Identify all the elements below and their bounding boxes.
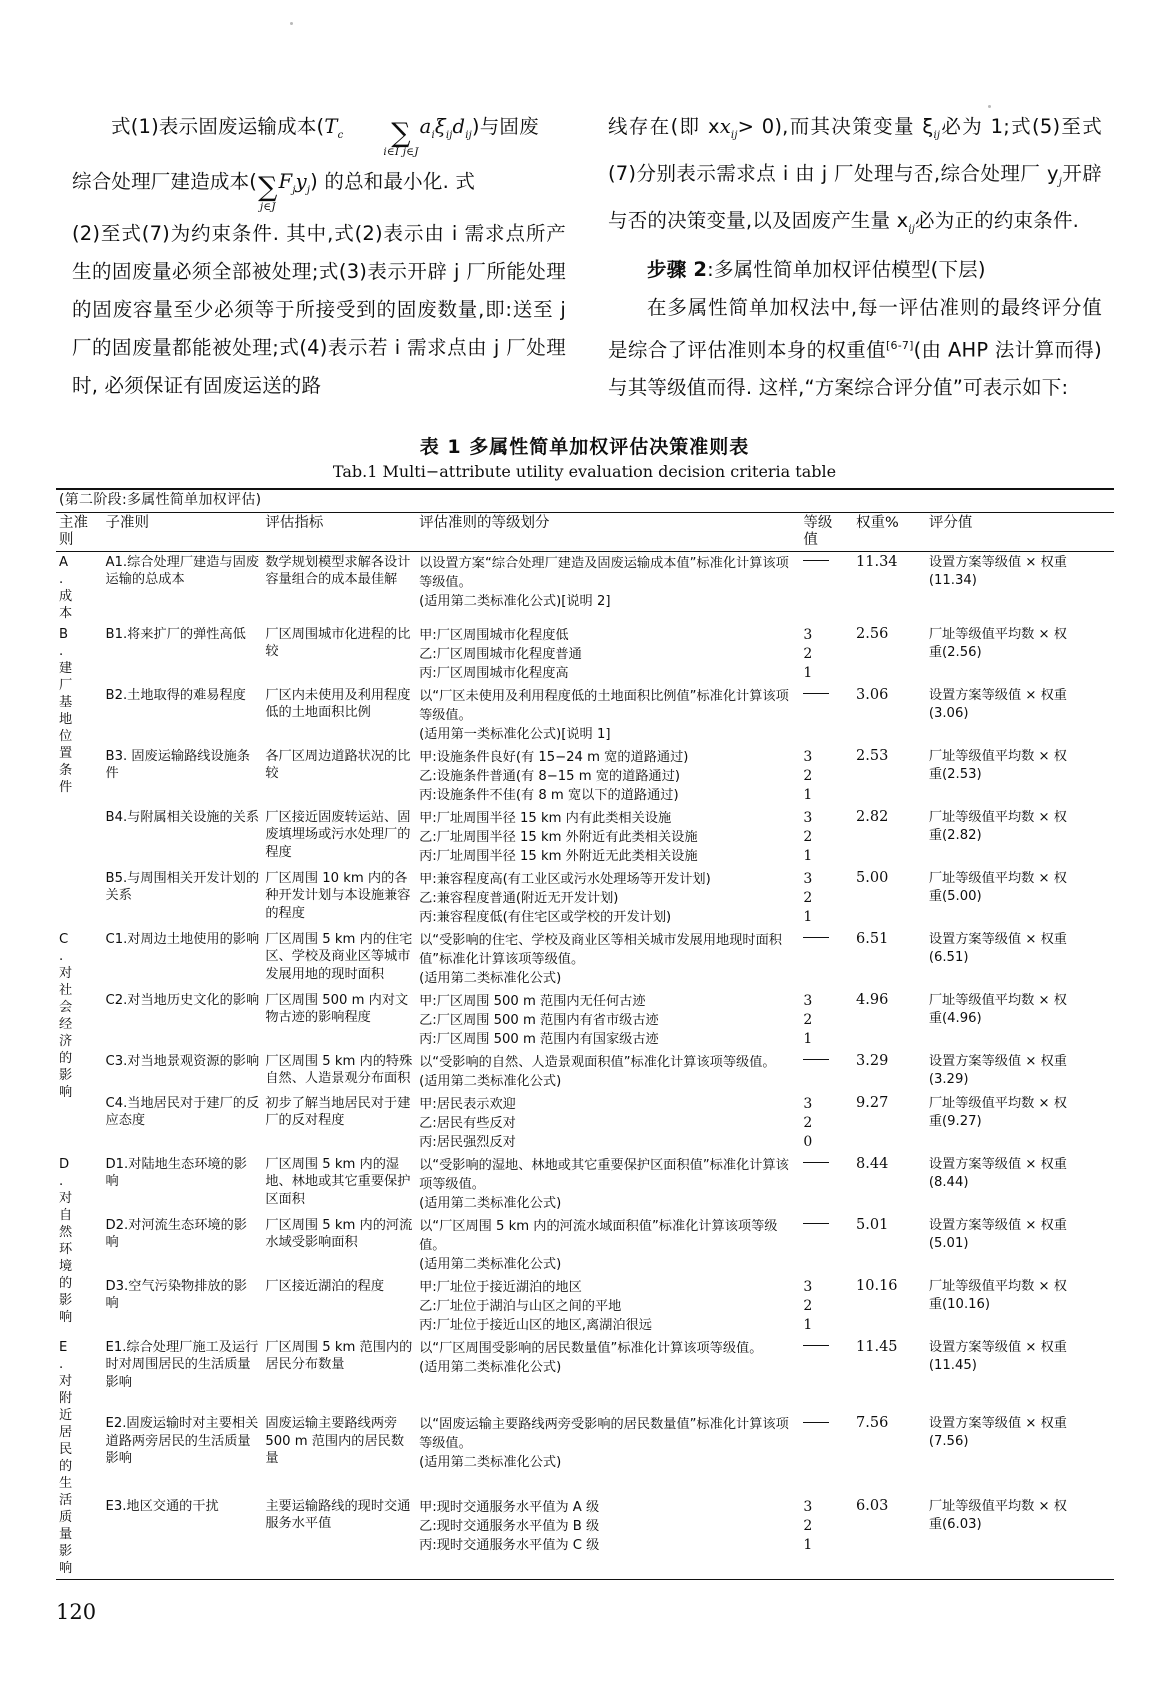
score-cell: 厂址等级值平均数 × 权 重(2.82) (928, 809, 1067, 843)
symbol-d-ij: $d_{ij}$ (452, 115, 472, 141)
symbol-y-j-2: j (1058, 176, 1063, 188)
table-row (56, 1051, 1114, 1093)
score-cell: 设置方案等级值 × 权重 (11.45) (928, 1339, 1067, 1373)
sigma-glyph: ∑ (391, 117, 411, 149)
sub-criteria-cell: C4.当地居民对于建厂的反应态度 (105, 1095, 260, 1128)
constraint-mid-3: 开辟与否的决策变量,以及固废产生量 x (608, 161, 1102, 232)
score-cell: 设置方案等级值 × 权重 (6.51) (928, 931, 1067, 965)
grade-value-cell (800, 1154, 853, 1215)
eval-index-cell: 厂区周围 5 km 内的河流水域受影响面积 (265, 1217, 413, 1250)
table-row (56, 1337, 1114, 1414)
eval-index-cell: 厂区周围 10 km 内的各种开发计划与本设施兼容的程度 (265, 870, 411, 921)
grade-value-cell: 3 2 1 (803, 870, 813, 925)
grade-value-cell (800, 929, 853, 990)
grade-division-cell: 以“受影响的湿地、林地或其它重要保护区面积值”标准化计算该项等级值。 (适用第二类标准化公式) (419, 1157, 789, 1211)
grade-division-cell: 以“固废运输主要路线两旁受影响的居民数量值”标准化计算该项等级值。 (适用第二类标准化公式) (419, 1417, 789, 1471)
score-cell: 设置方案等级值 × 权重 (3.29) (928, 1053, 1067, 1087)
weight-cell: 8.44 (856, 1155, 889, 1172)
grade-division-cell: 以“厂区周围 5 km 内的河流水域面积值”标准化计算该项等级值。 (适用第二类标准化公式) (419, 1218, 778, 1272)
weight-cell: 4.96 (856, 991, 889, 1008)
table-row (56, 685, 1114, 746)
score-cell: 设置方案等级值 × 权重 (5.01) (928, 1217, 1067, 1251)
criteria-table-body (56, 489, 1114, 1579)
eval-index-cell: 厂区周围 5 km 范围内的居民分布数量 (265, 1339, 413, 1372)
main-criteria-cell: E . 对 附 近 居 民 的 生 活 质 量 影 响 (59, 1339, 73, 1576)
grade-division-cell: 甲:居民表示欢迎 乙:居民有些反对 丙:居民强烈反对 (419, 1096, 516, 1150)
weight-cell: 5.01 (856, 1216, 889, 1233)
table-row (56, 1154, 1114, 1215)
paragraph-step-2-heading (608, 251, 1102, 289)
eval-index-cell: 厂区周围 5 km 内的住宅区、学校及商业区等城市发展用地的现时面积 (265, 931, 413, 982)
sub-criteria-cell: C2.对当地历史文化的影响 (105, 992, 260, 1008)
symbol-a-ij: $a_i$ (419, 115, 435, 141)
symbol-y-j: $y_j$ (295, 169, 311, 196)
main-criteria-cell: D . 对 自 然 环 境 的 影 响 (59, 1156, 73, 1325)
weight-cell: 6.03 (856, 1497, 889, 1514)
score-cell: 设置方案等级值 × 权重 (8.44) (928, 1156, 1067, 1190)
grade-value-cell (800, 685, 853, 746)
weight-cell: 2.82 (856, 808, 889, 825)
grade-value-cell (800, 1215, 853, 1276)
no-grade-dash (803, 1422, 829, 1423)
table-stage-header: (第二阶段:多属性简单加权评估) (59, 492, 262, 508)
grade-division-cell: 甲:厂区周围城市化程度低 乙:厂区周围城市化程度普通 丙:厂区周围城市化程度高 (419, 627, 582, 681)
grade-division-cell: 以设置方案“综合处理厂建造及固废运输成本值”标准化计算该项等级值。 (适用第二类标准化公式)[说明 2] (419, 555, 789, 609)
paragraph-formula-2 (72, 163, 566, 214)
table-caption-english: Tab.1 Multi−attribute utility evaluation decision criteria table (332, 462, 837, 481)
paragraph-maut-explanation (608, 289, 1102, 408)
constraint-mid-1: > 0),而其决策变量 ξ (737, 115, 934, 138)
sub-criteria-cell: B4.与附属相关设施的关系 (105, 809, 260, 825)
criteria-table-container (56, 488, 1114, 1580)
table-row (56, 624, 1114, 685)
grade-division-cell: 甲:厂址位于接近湖泊的地区 乙:厂址位于湖泊与山区之间的平地 丙:厂址位于接近山区的地区,离湖泊很远 (419, 1279, 652, 1333)
table-row (56, 551, 1114, 624)
constraint-lead: 线存在(即 x (608, 115, 720, 138)
eval-index-cell: 厂区内未使用及利用程度低的土地面积比例 (265, 687, 411, 720)
reference-marker: [6-7] (886, 338, 914, 352)
table-row (56, 990, 1114, 1051)
grade-value-cell: 3 2 1 (803, 1498, 813, 1553)
table-header-row (56, 512, 1114, 551)
table-row (56, 1276, 1114, 1337)
grade-division-cell: 甲:厂区周围 500 m 范围内无任何古迹 乙:厂区周围 500 m 范围内有省市级古迹 丙:厂区周围 500 m 范围内有国家级古迹 (419, 993, 659, 1047)
right-column (608, 108, 1102, 407)
grade-value-cell (800, 1337, 853, 1414)
score-cell: 厂址等级值平均数 × 权 重(9.27) (928, 1095, 1067, 1129)
grade-value-cell (800, 1413, 853, 1496)
sub-criteria-cell: B5.与周围相关开发计划的关系 (105, 870, 260, 903)
score-cell: 厂址等级值平均数 × 权 重(10.16) (928, 1278, 1067, 1312)
table-row (56, 807, 1114, 868)
grade-value-cell: 3 2 1 (803, 809, 813, 864)
no-grade-dash (803, 1162, 829, 1163)
weight-cell: 11.45 (856, 1338, 898, 1355)
grade-value-cell: 3 2 1 (803, 1278, 813, 1333)
sigma-glyph: ∑ (258, 172, 278, 204)
sub-criteria-cell: D3.空气污染物排放的影响 (105, 1278, 247, 1311)
header-eval-index: 评估指标 (265, 514, 324, 531)
grade-value-cell (800, 551, 853, 624)
score-cell: 设置方案等级值 × 权重 (3.06) (928, 687, 1067, 721)
sub-criteria-cell: C1.对周边土地使用的影响 (105, 931, 260, 947)
summation-2 (258, 172, 278, 213)
eval-index-cell: 数学规划模型求解各设计容量组合的成本最佳解 (265, 554, 411, 587)
sub-criteria-cell: D1.对陆地生态环境的影响 (105, 1156, 247, 1189)
eval-index-cell: 厂区周围城市化进程的比较 (265, 626, 411, 659)
grade-division-cell: 以“受影响的自然、人造景观面积值”标准化计算该项等级值。 (适用第二类标准化公式) (419, 1054, 776, 1089)
symbol-a: a (419, 115, 432, 138)
table-row (56, 746, 1114, 807)
sub-criteria-cell: E3.地区交通的干扰 (105, 1498, 219, 1514)
weight-cell: 3.06 (856, 686, 889, 703)
left-column (72, 108, 566, 407)
grade-value-cell: 3 2 1 (803, 626, 813, 681)
weight-cell: 9.27 (856, 1094, 889, 1111)
eval-index-cell: 厂区周围 5 km 内的湿地、林地或其它重要保护区面积 (265, 1156, 411, 1207)
sub-criteria-cell: B1.将来扩厂的弹性高低 (105, 626, 246, 642)
weight-cell: 2.53 (856, 747, 889, 764)
grade-value-cell: 3 2 1 (803, 992, 813, 1047)
formula-2-lead: 综合处理厂建造成本( (72, 169, 258, 193)
table-row (56, 1413, 1114, 1496)
maut-text-tail: (由 AHP 法计算而得) 与其等级值而得. 这样,“方案综合评分值”可表示如下: (608, 338, 1102, 400)
step-2-title: :多属性简单加权评估模型(下层) (707, 257, 986, 281)
main-criteria-cell: B . 建 厂 基 地 位 置 条 件 (59, 626, 73, 795)
step-2-label: 步骤 2 (647, 257, 708, 281)
summation-1 (344, 117, 419, 159)
grade-division-cell: 甲:现时交通服务水平值为 A 级 乙:现时交通服务水平值为 B 级 丙:现时交通服务水平值为 C 级 (419, 1499, 600, 1553)
table-row (56, 868, 1114, 929)
no-grade-dash (803, 937, 829, 938)
score-cell: 厂址等级值平均数 × 权 重(4.96) (928, 992, 1067, 1026)
table-row (56, 929, 1114, 990)
score-cell: 厂址等级值平均数 × 权 重(5.00) (928, 870, 1067, 904)
body-columns (72, 108, 1102, 407)
eval-index-cell: 厂区周围 500 m 内对文物古迹的影响程度 (265, 992, 409, 1025)
table-row (56, 1215, 1114, 1276)
weight-cell: 11.34 (856, 553, 898, 570)
sub-criteria-cell: E1.综合处理厂施工及运行时对周围居民的生活质量影响 (105, 1339, 259, 1390)
grade-value-cell (800, 1051, 853, 1093)
eval-index-cell: 各厂区周边道路状况的比较 (265, 748, 411, 781)
paragraph-formula-1 (72, 108, 566, 159)
no-grade-dash (803, 560, 829, 561)
table-row (56, 1093, 1114, 1154)
formula-2-tail: ) 的总和最小化. 式 (310, 169, 476, 193)
formula-1-tail: )与固废 (471, 115, 539, 138)
no-grade-dash (803, 1059, 829, 1060)
main-criteria-cell: A . 成 本 (59, 554, 73, 621)
symbol-xi-ij-2: ij (933, 129, 941, 141)
constraint-tail: 必为正的约束条件. (915, 208, 1080, 232)
sub-criteria-cell: D2.对河流生态环境的影响 (105, 1217, 247, 1250)
header-grade-division: 评估准则的等级划分 (419, 514, 550, 531)
paragraph-constraints: (2)至式(7)为约束条件. 其中,式(2)表示由 i 需求点所产生的固废量必须全部被处理;式(3)表示开辟 j 厂所能处理的固废容量至少必须等于所接受到的固废数量,即:送至 j 厂的固废量都能被处理;式(4)表示若 i 需求点由 j 厂处理时, 必须保证有固废运送的路 (72, 222, 566, 398)
symbol-x-ij: $x_{ij}$ (719, 115, 738, 141)
summation-2-subscript: j∈J (259, 200, 276, 213)
eval-index-cell: 厂区接近湖泊的程度 (265, 1278, 385, 1294)
eval-index-cell: 初步了解当地居民对于建厂的反对程度 (265, 1095, 411, 1128)
table-stage-header-row (56, 489, 1114, 512)
symbol-xi-ij: $\xi_{ij}$ (434, 115, 453, 141)
symbol-x-ij-2: ij (908, 223, 916, 235)
grade-value-cell: 3 2 1 (803, 748, 813, 803)
weight-cell: 10.16 (856, 1277, 898, 1294)
grade-division-cell: 以“受影响的住宅、学校及商业区等相关城市发展用地现时面积值”标准化计算该项等级值。 (适用第二类标准化公式) (419, 932, 782, 986)
weight-cell: 5.00 (856, 869, 889, 886)
grade-division-cell: 甲:兼容程度高(有工业区或污水处理场等开发计划) 乙:兼容程度普通(附近无开发计划) 丙:兼容程度低(有住宅区或学校的开发计划) (419, 871, 711, 925)
no-grade-dash (803, 693, 829, 694)
header-score: 评分值 (928, 514, 973, 531)
page-number: 120 (56, 1600, 97, 1624)
symbol-F-j: $F_j$ (278, 169, 296, 196)
main-criteria-cell: C . 对 社 会 经 济 的 影 响 (59, 931, 73, 1100)
grade-division-cell: 以“厂区未使用及利用程度低的土地面积比例值”标准化计算该项等级值。 (适用第一类标准化公式)[说明 1] (419, 688, 789, 742)
grade-division-cell: 甲:设施条件良好(有 15−24 m 宽的道路通过) 乙:设施条件普通(有 8−15 m 宽的道路通过) 丙:设施条件不佳(有 8 m 宽以下的道路通过) (419, 749, 689, 803)
summation-1-subscript: i∈I j∈J (383, 146, 419, 159)
header-main-criteria: 主准 则 (59, 514, 88, 548)
grade-division-cell: 甲:厂址周围半径 15 km 内有此类相关设施 乙:厂址周围半径 15 km 外附近有此类相关设施 丙:厂址周围半径 15 km 外附近无此类相关设施 (419, 810, 698, 864)
scan-speck (290, 22, 293, 25)
eval-index-cell: 厂区接近固废转运站、固废填埋场或污水处理厂的程度 (265, 809, 411, 860)
symbol-d: d (452, 115, 466, 138)
formula-1-lead: 式(1)表示固废运输成本( (111, 115, 325, 138)
grade-value-cell: 3 2 0 (803, 1095, 813, 1150)
eval-index-cell: 主要运输路线的现时交通服务水平值 (265, 1498, 411, 1532)
sub-criteria-cell: C3.对当地景观资源的影响 (105, 1053, 260, 1069)
sub-criteria-cell: A1.综合处理厂建造与固废运输的总成本 (105, 554, 259, 587)
criteria-table (56, 488, 1114, 1580)
paragraph-constraint-continued (608, 108, 1102, 249)
maut-text-lead: 在多属性简单加权法中,每一评估准则的最终评分值是综合了评估准则本身的权重值 (608, 295, 1102, 362)
header-weight: 权重% (856, 514, 899, 531)
eval-index-cell: 厂区周围 5 km 内的特殊自然、人造景观分布面积 (265, 1053, 413, 1086)
score-cell: 厂址等级值平均数 × 权 重(2.56) (928, 626, 1067, 660)
no-grade-dash (803, 1223, 829, 1224)
symbol-F: F (278, 169, 293, 193)
no-grade-dash (803, 1345, 829, 1346)
symbol-xi: ξ (434, 115, 446, 138)
table-caption-chinese: 表 1 多属性简单加权评估决策准则表 (419, 436, 750, 458)
grade-division-cell: 以“厂区周围受影响的居民数量值”标准化计算该项等级值。 (适用第二类标准化公式) (419, 1340, 763, 1375)
sub-criteria-cell: B2.土地取得的难易程度 (105, 687, 246, 703)
weight-cell: 7.56 (856, 1415, 889, 1432)
score-cell: 厂址等级值平均数 × 权 重(2.53) (928, 748, 1067, 782)
symbol-Tc: $T_c$ (324, 115, 344, 141)
table-row (56, 1496, 1114, 1579)
eval-index-cell: 固废运输主要路线两旁 500 m 范围内的居民数量 (265, 1416, 405, 1467)
header-sub-criteria: 子准则 (105, 514, 150, 531)
symbol-y: y (295, 169, 307, 193)
constraint-mid-2: 必为 1;式(5)至式(7)分别表示需求点 i 由 j 厂处理与否,综合处理厂 y (608, 115, 1102, 185)
weight-cell: 2.56 (856, 625, 889, 642)
sub-criteria-cell: B3. 固废运输路线设施条件 (105, 748, 251, 781)
header-grade-value: 等级 值 (803, 514, 833, 548)
score-cell: 设置方案等级值 × 权重 (7.56) (928, 1416, 1067, 1450)
sub-criteria-cell: E2.固废运输时对主要相关道路两旁居民的生活质量影响 (105, 1416, 259, 1467)
weight-cell: 3.29 (856, 1052, 889, 1069)
weight-cell: 6.51 (856, 930, 889, 947)
score-cell: 厂址等级值平均数 × 权 重(6.03) (928, 1498, 1067, 1532)
score-cell: 设置方案等级值 × 权重 (11.34) (928, 554, 1067, 588)
